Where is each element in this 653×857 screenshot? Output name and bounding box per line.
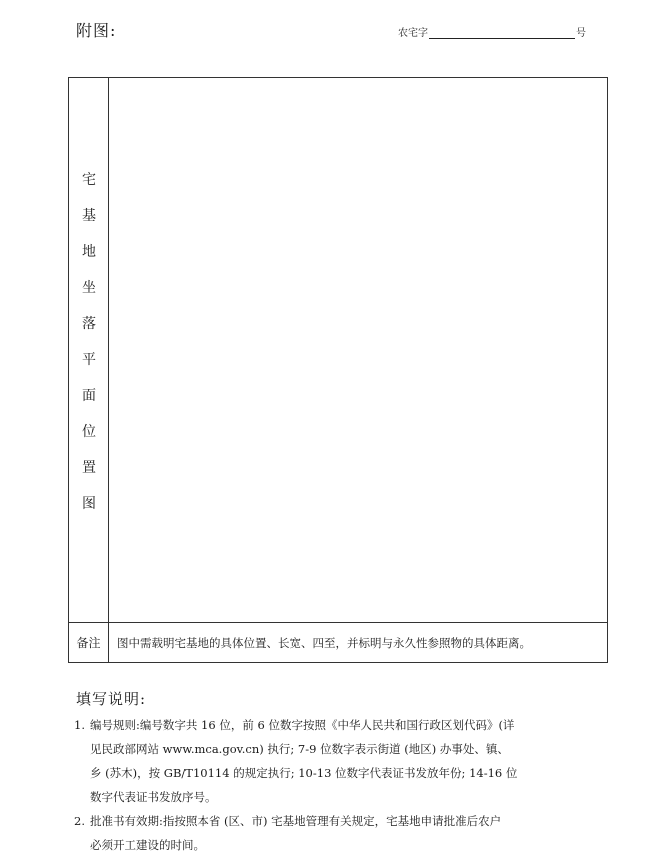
item-line: 乡 (苏木)，按 GB/T10114 的规定执行; 10-13 位数字代表证书发放年份; 14-16 位 [90,766,518,780]
label-char: 平 [82,352,96,368]
label-char: 图 [82,496,96,512]
instructions-heading: 填写说明: [76,690,147,708]
instruction-item [74,809,614,857]
label-column [69,78,109,622]
label-char: 落 [82,316,96,332]
label-char: 地 [82,244,96,260]
item-number: 1. [74,718,85,732]
label-char: 置 [82,460,96,476]
label-char: 宅 [82,172,96,188]
item-line: 见民政部网站 www.mca.gov.cn) 执行; 7-9 位数字表示街道 (地区) 办事处、镇、 [90,742,509,756]
cert-suffix: 号 [576,28,586,39]
item-number: 2. [74,814,85,828]
label-char: 位 [82,424,96,440]
vertical-label [69,162,109,522]
item-line: 编号规则:编号数字共 16 位，前 6 位数字按照《中华人民共和国行政区划代码》(详 [90,718,515,732]
remarks-row [69,622,607,662]
item-line: 数字代表证书发放序号。 [90,790,217,804]
item-text [90,809,614,857]
certificate-number [398,24,586,39]
item-text [90,713,614,809]
item-line: 批准书有效期:指按照本省 (区、市) 宅基地管理有关规定，宅基地申请批准后农户 [90,814,502,828]
remarks-text: 图中需载明宅基地的具体位置、长宽、四至，并标明与永久性参照物的具体距离。 [117,635,531,650]
cert-prefix: 农宅字 [398,28,428,39]
drawing-area [109,78,607,622]
label-char: 坐 [82,280,96,296]
remarks-label: 备注 [69,623,109,662]
instruction-item [74,713,614,809]
label-char: 基 [82,208,96,224]
item-line: 必须开工建设的时间。 [90,838,205,852]
instructions-list [74,713,614,857]
cert-number-blank [429,27,575,39]
site-plan-table [68,77,608,663]
appendix-label: 附图: [76,21,117,40]
label-char: 面 [82,388,96,404]
